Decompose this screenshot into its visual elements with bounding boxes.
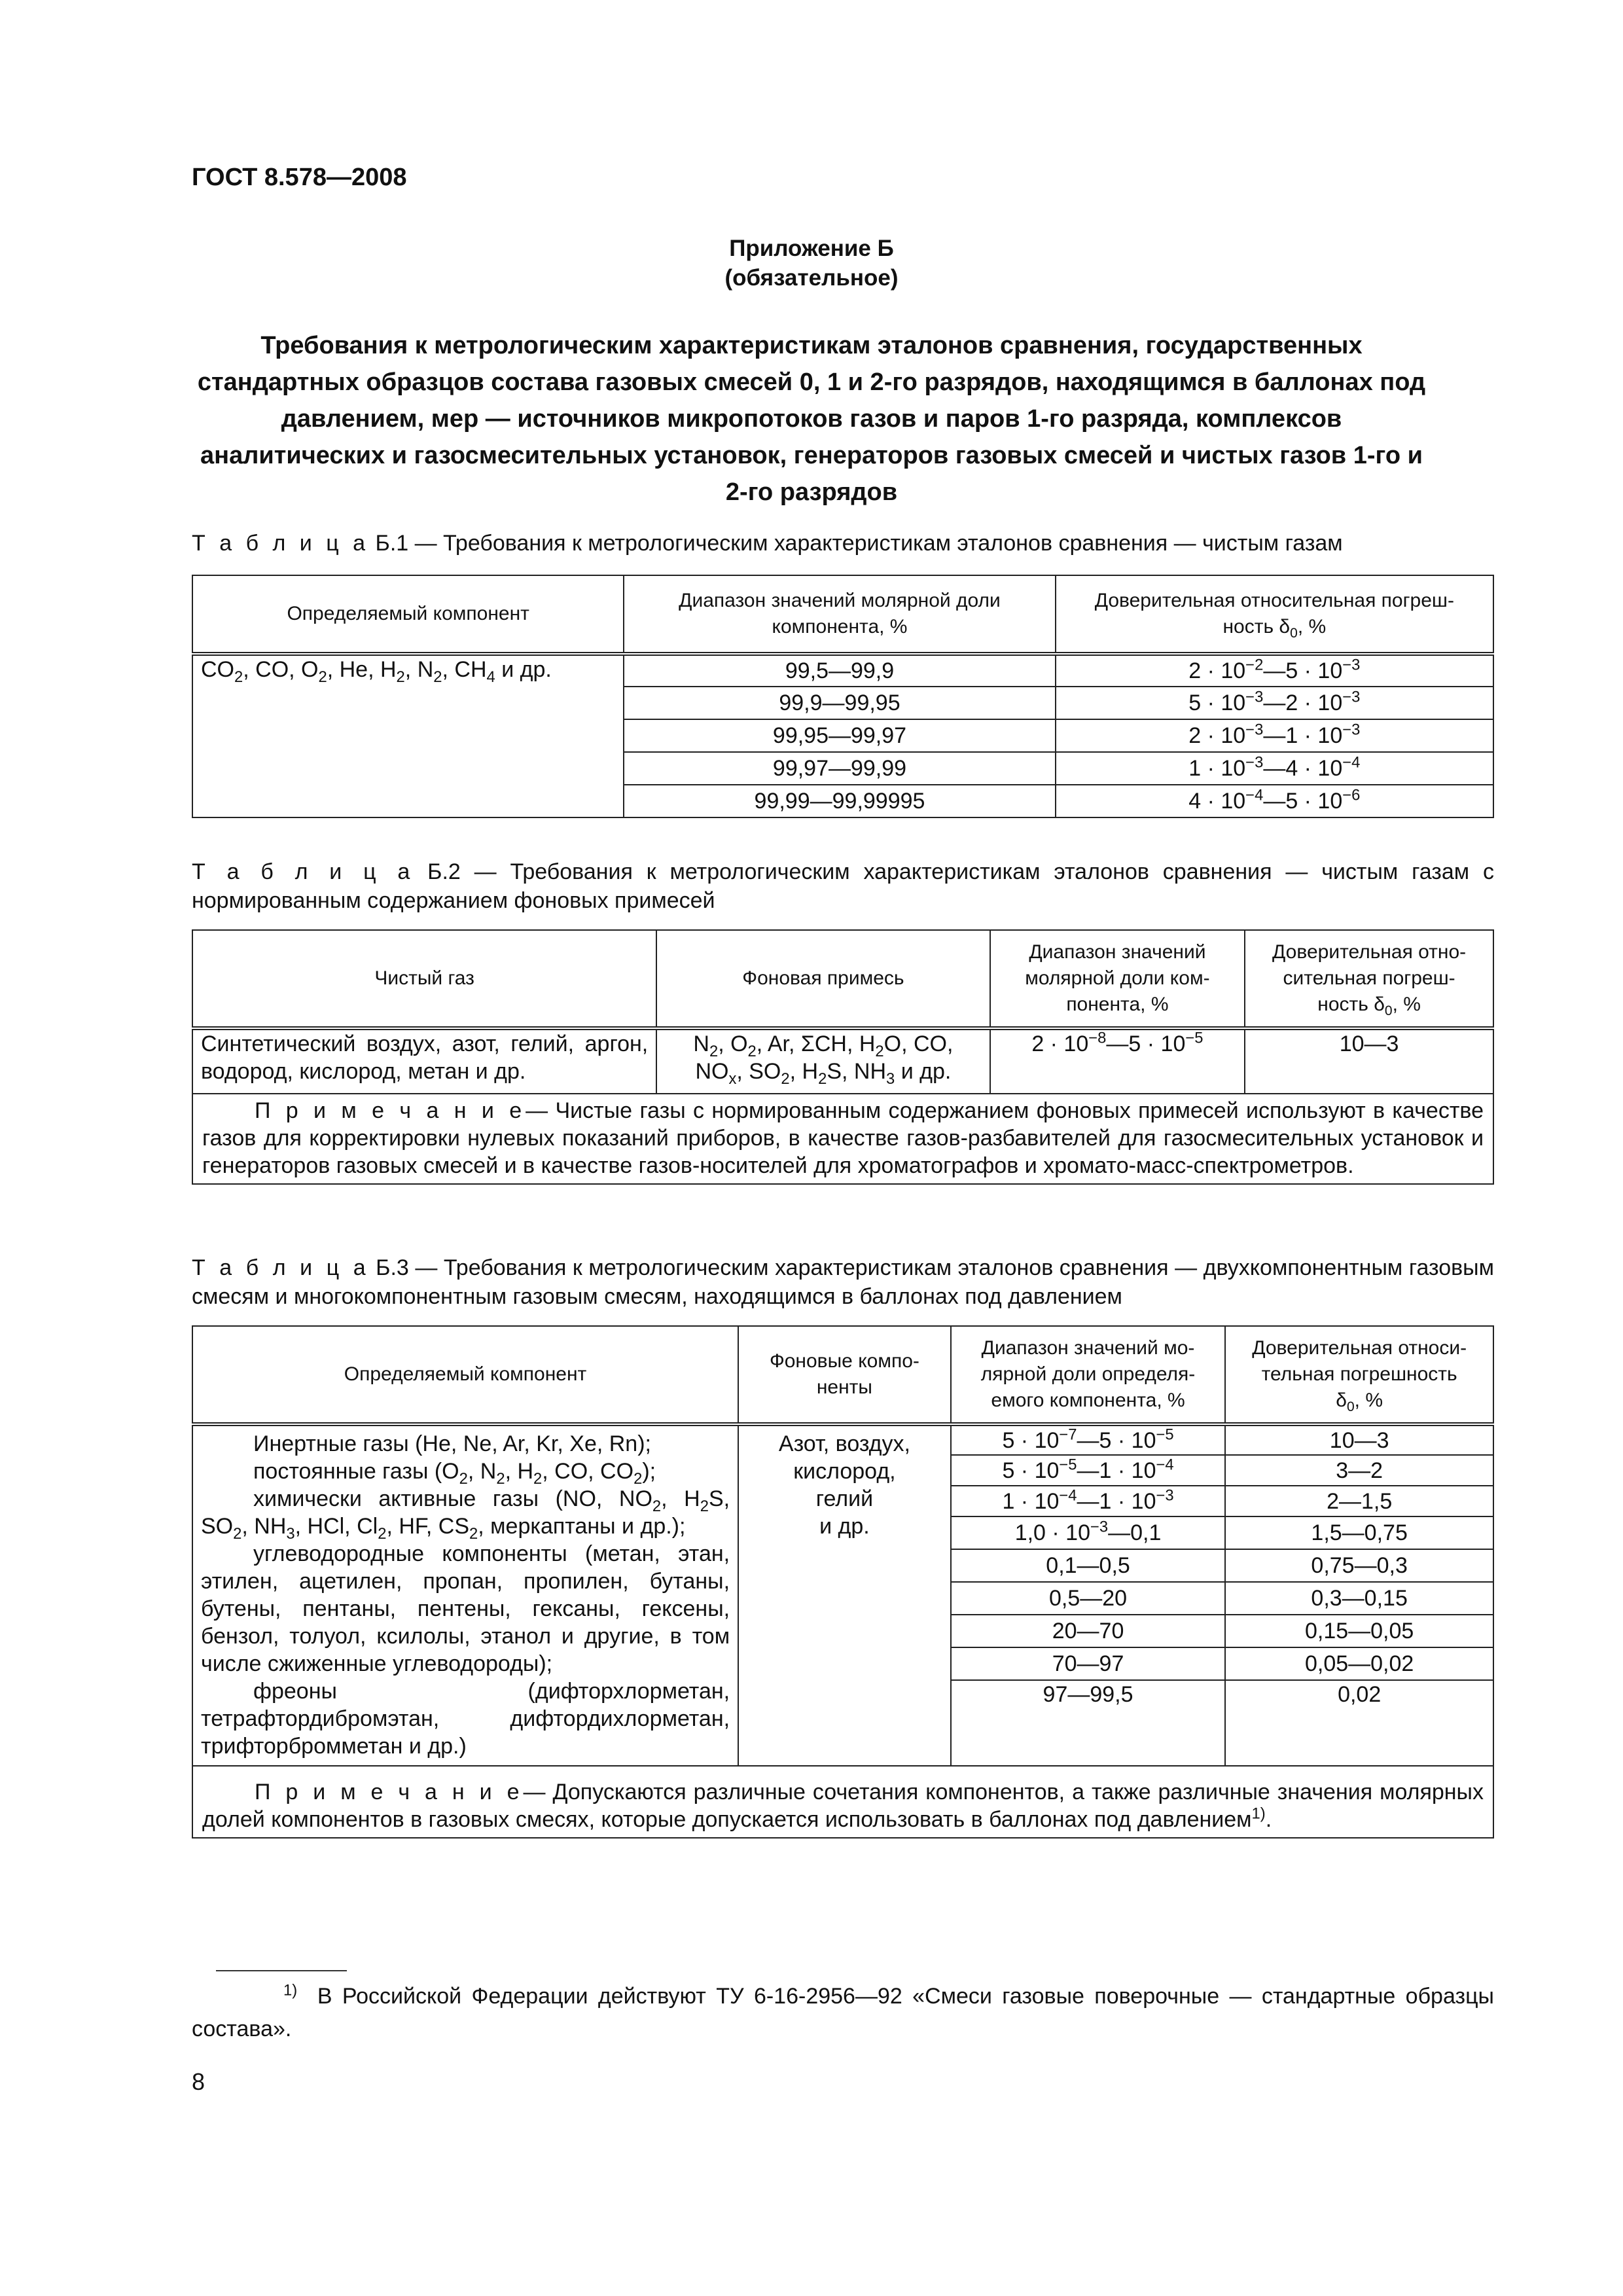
table1-range: 99,99—99,99995 [624, 785, 1055, 817]
table2-header-gas: Чистый газ [192, 930, 656, 1028]
table3-range: $1 \cdot 10^{-4}—1 \cdot 10^{-3}$ [951, 1486, 1226, 1516]
table3-header-range: Диапазон значений мо- лярной доли определя- емого компонента, % [951, 1326, 1226, 1424]
table3-range: $5 \cdot 10^{-5}—1 \cdot 10^{-4}$ [951, 1455, 1226, 1486]
table3-caption-text: Б.3 — Требования к метрологическим характеристикам эталонов сравнения — двухкомпонентным газовым смесям и многокомпонентным газовым смесям, находящимся в баллонах под давлением [192, 1255, 1494, 1309]
table1-caption [192, 529, 1494, 558]
component-hydrocarbons: углеводородные компоненты (метан, этан, этилен, ацетилен, пропан, пропилен, бутаны, бутены, пентаны, пентены, гексаны, гексены, бензол, толуол, ксилолы, этанол и другие, в том числе сжиженные углеводороды); [201, 1541, 730, 1676]
table3-range: $1,0 \cdot 10^{-3}—0,1$ [951, 1516, 1226, 1549]
table3-error: 0,3—0,15 [1225, 1582, 1493, 1615]
table2-range-cell: $2 \cdot 10^{-8}—5 \cdot 10^{-5}$ [990, 1028, 1245, 1094]
table3-label: Т а б л и ц а [192, 1255, 370, 1280]
footnote [192, 1980, 1494, 2045]
document-code: ГОСТ 8.578—2008 [192, 164, 407, 191]
table2-note-label: П р и м е ч а н и е [255, 1098, 526, 1123]
table3-range: 97—99,5 [951, 1680, 1226, 1766]
main-heading: Требования к метрологическим характеристикам эталонов сравнения, государственных стандартных образцов состава газовых смесей 0, 1 и 2-го разрядов, находящимся в баллонах под давлением, мер — источников микропотоков газов и паров 1-го разряда, комплексов аналитических и газосмесительных установок, генераторов газовых смесей и чистых газов 1-го и 2-го разрядов [197, 332, 1426, 506]
table2-gas-cell: Синтетический воздух, азот, гелий, аргон, водород, кислород, метан и др. [192, 1028, 656, 1094]
table2-header-error: Доверительная отно- сительная погреш- ность $\delta_0$, % [1245, 930, 1493, 1028]
table1-error: $2 \cdot 10^{-2}—5 \cdot 10^{-3}$ [1056, 654, 1493, 687]
table1-error: $2 \cdot 10^{-3}—1 \cdot 10^{-3}$ [1056, 719, 1493, 752]
table2-error-cell: 10—3 [1245, 1028, 1493, 1094]
footnote-rule [216, 1970, 347, 1971]
table3-background-cell: Азот, воздух, кислород, гелий и др. [738, 1424, 951, 1766]
footnote-text: В Российской Федерации действуют ТУ 6-16-2956—92 «Смеси газовые поверочные — стандартные образцы состава». [192, 1984, 1494, 2041]
table1-range: 99,9—99,95 [624, 687, 1055, 719]
table3-error: 0,02 [1225, 1680, 1493, 1766]
table3-error: 1,5—0,75 [1225, 1516, 1493, 1549]
table3-range: 0,5—20 [951, 1582, 1226, 1615]
table3-error: 10—3 [1225, 1424, 1493, 1455]
table3-note-text: — Допускаются различные сочетания компонентов, а также различные значения молярных долей компонентов в газовых смесях, которые допускается использовать в баллонах под давлением$^{1)}$. [202, 1780, 1484, 1832]
component-active-gases: химически активные газы (NO, $NO_2$, $H_2S$, $SO_2$, $NH_3$, HCl, $Cl_2$, HF, $CS_2$, меркаптаны и др.); [201, 1486, 730, 1543]
table1-label: Т а б л и ц а [192, 531, 370, 556]
table3-range: 20—70 [951, 1615, 1226, 1647]
table2 [192, 929, 1494, 1185]
table2-note [192, 1094, 1493, 1184]
table1-component-cell: $CO_2$, CO, $O_2$, He, $H_2$, $N_2$, $CH_4$ и др. [192, 654, 624, 817]
table3-error: 0,05—0,02 [1225, 1647, 1493, 1680]
footnote-marker: 1) [283, 1981, 298, 2000]
table3-error: 0,75—0,3 [1225, 1549, 1493, 1582]
table1-error: $1 \cdot 10^{-3}—4 \cdot 10^{-4}$ [1056, 752, 1493, 785]
table3-caption [192, 1253, 1494, 1311]
table3-error: 0,15—0,05 [1225, 1615, 1493, 1647]
table1 [192, 575, 1494, 818]
table2-header-impurity: Фоновая примесь [656, 930, 990, 1028]
table3 [192, 1325, 1494, 1839]
table1-range: 99,97—99,99 [624, 752, 1055, 785]
component-permanent-gases: постоянные газы ($O_2$, $N_2$, $H_2$, CO, $CO_2$); [253, 1459, 656, 1488]
table3-header-component: Определяемый компонент [192, 1326, 738, 1424]
table1-header-component: Определяемый компонент [192, 575, 624, 654]
table2-note-text: — Чистые газы с нормированным содержанием фоновых примесей используют в качестве газов для корректировки нулевых показаний приборов, в качестве газов-разбавителей для газосмесительных установок и генераторов газовых смесей и в качестве газов-носителей для хроматографов и хромато-масс-спектрометров. [202, 1098, 1484, 1178]
table3-range: $5 \cdot 10^{-7}—5 \cdot 10^{-5}$ [951, 1424, 1226, 1455]
appendix-title: Приложение Б [729, 236, 894, 261]
table2-header-range: Диапазон значений молярной доли ком- понента, % [990, 930, 1245, 1028]
table3-range: 70—97 [951, 1647, 1226, 1680]
table2-caption-text: Б.2 — Требования к метрологическим характеристикам эталонов сравнения — чистым газам с нормированным содержанием фоновых примесей [192, 859, 1494, 913]
table3-error: 2—1,5 [1225, 1486, 1493, 1516]
page-number: 8 [192, 2068, 205, 2095]
table1-range: 99,5—99,9 [624, 654, 1055, 687]
table3-header-background: Фоновые компо- ненты [738, 1326, 951, 1424]
table1-error: $5 \cdot 10^{-3}—2 \cdot 10^{-3}$ [1056, 687, 1493, 719]
component-inert-gases: Инертные газы (He, Ne, Ar, Kr, Xe, Rn); [253, 1431, 651, 1456]
table3-error: 3—2 [1225, 1455, 1493, 1486]
component-freons: фреоны (дифторхлорметан, тетрафтордибромэтан, дифтордихлорметан, трифторбромметан и др.) [201, 1679, 730, 1759]
table2-caption [192, 857, 1494, 915]
table2-label: Т а б л и ц а [192, 859, 414, 884]
table1-error: $4 \cdot 10^{-4}—5 \cdot 10^{-6}$ [1056, 785, 1493, 817]
table1-header-range: Диапазон значений молярной доли компонента, % [624, 575, 1055, 654]
table3-note-label: П р и м е ч а н и е [255, 1780, 524, 1804]
table3-note [192, 1766, 1493, 1838]
table3-header-error: Доверительная относи- тельная погрешность $\delta_0$, % [1225, 1326, 1493, 1424]
table1-header-error: Доверительная относительная погреш- ность $\delta_0$, % [1056, 575, 1493, 654]
table1-caption-text: Б.1 — Требования к метрологическим характеристикам эталонов сравнения — чистым газам [375, 531, 1343, 556]
table1-range: 99,95—99,97 [624, 719, 1055, 752]
table3-components-cell [192, 1424, 738, 1766]
table2-impurity-cell: $N_2$, $O_2$, Ar, ΣCH, $H_2O$, CO, $NO_x$, $SO_2$, $H_2S$, $NH_3$ и др. [656, 1028, 990, 1094]
table3-range: 0,1—0,5 [951, 1549, 1226, 1582]
appendix-status: (обязательное) [724, 265, 899, 291]
